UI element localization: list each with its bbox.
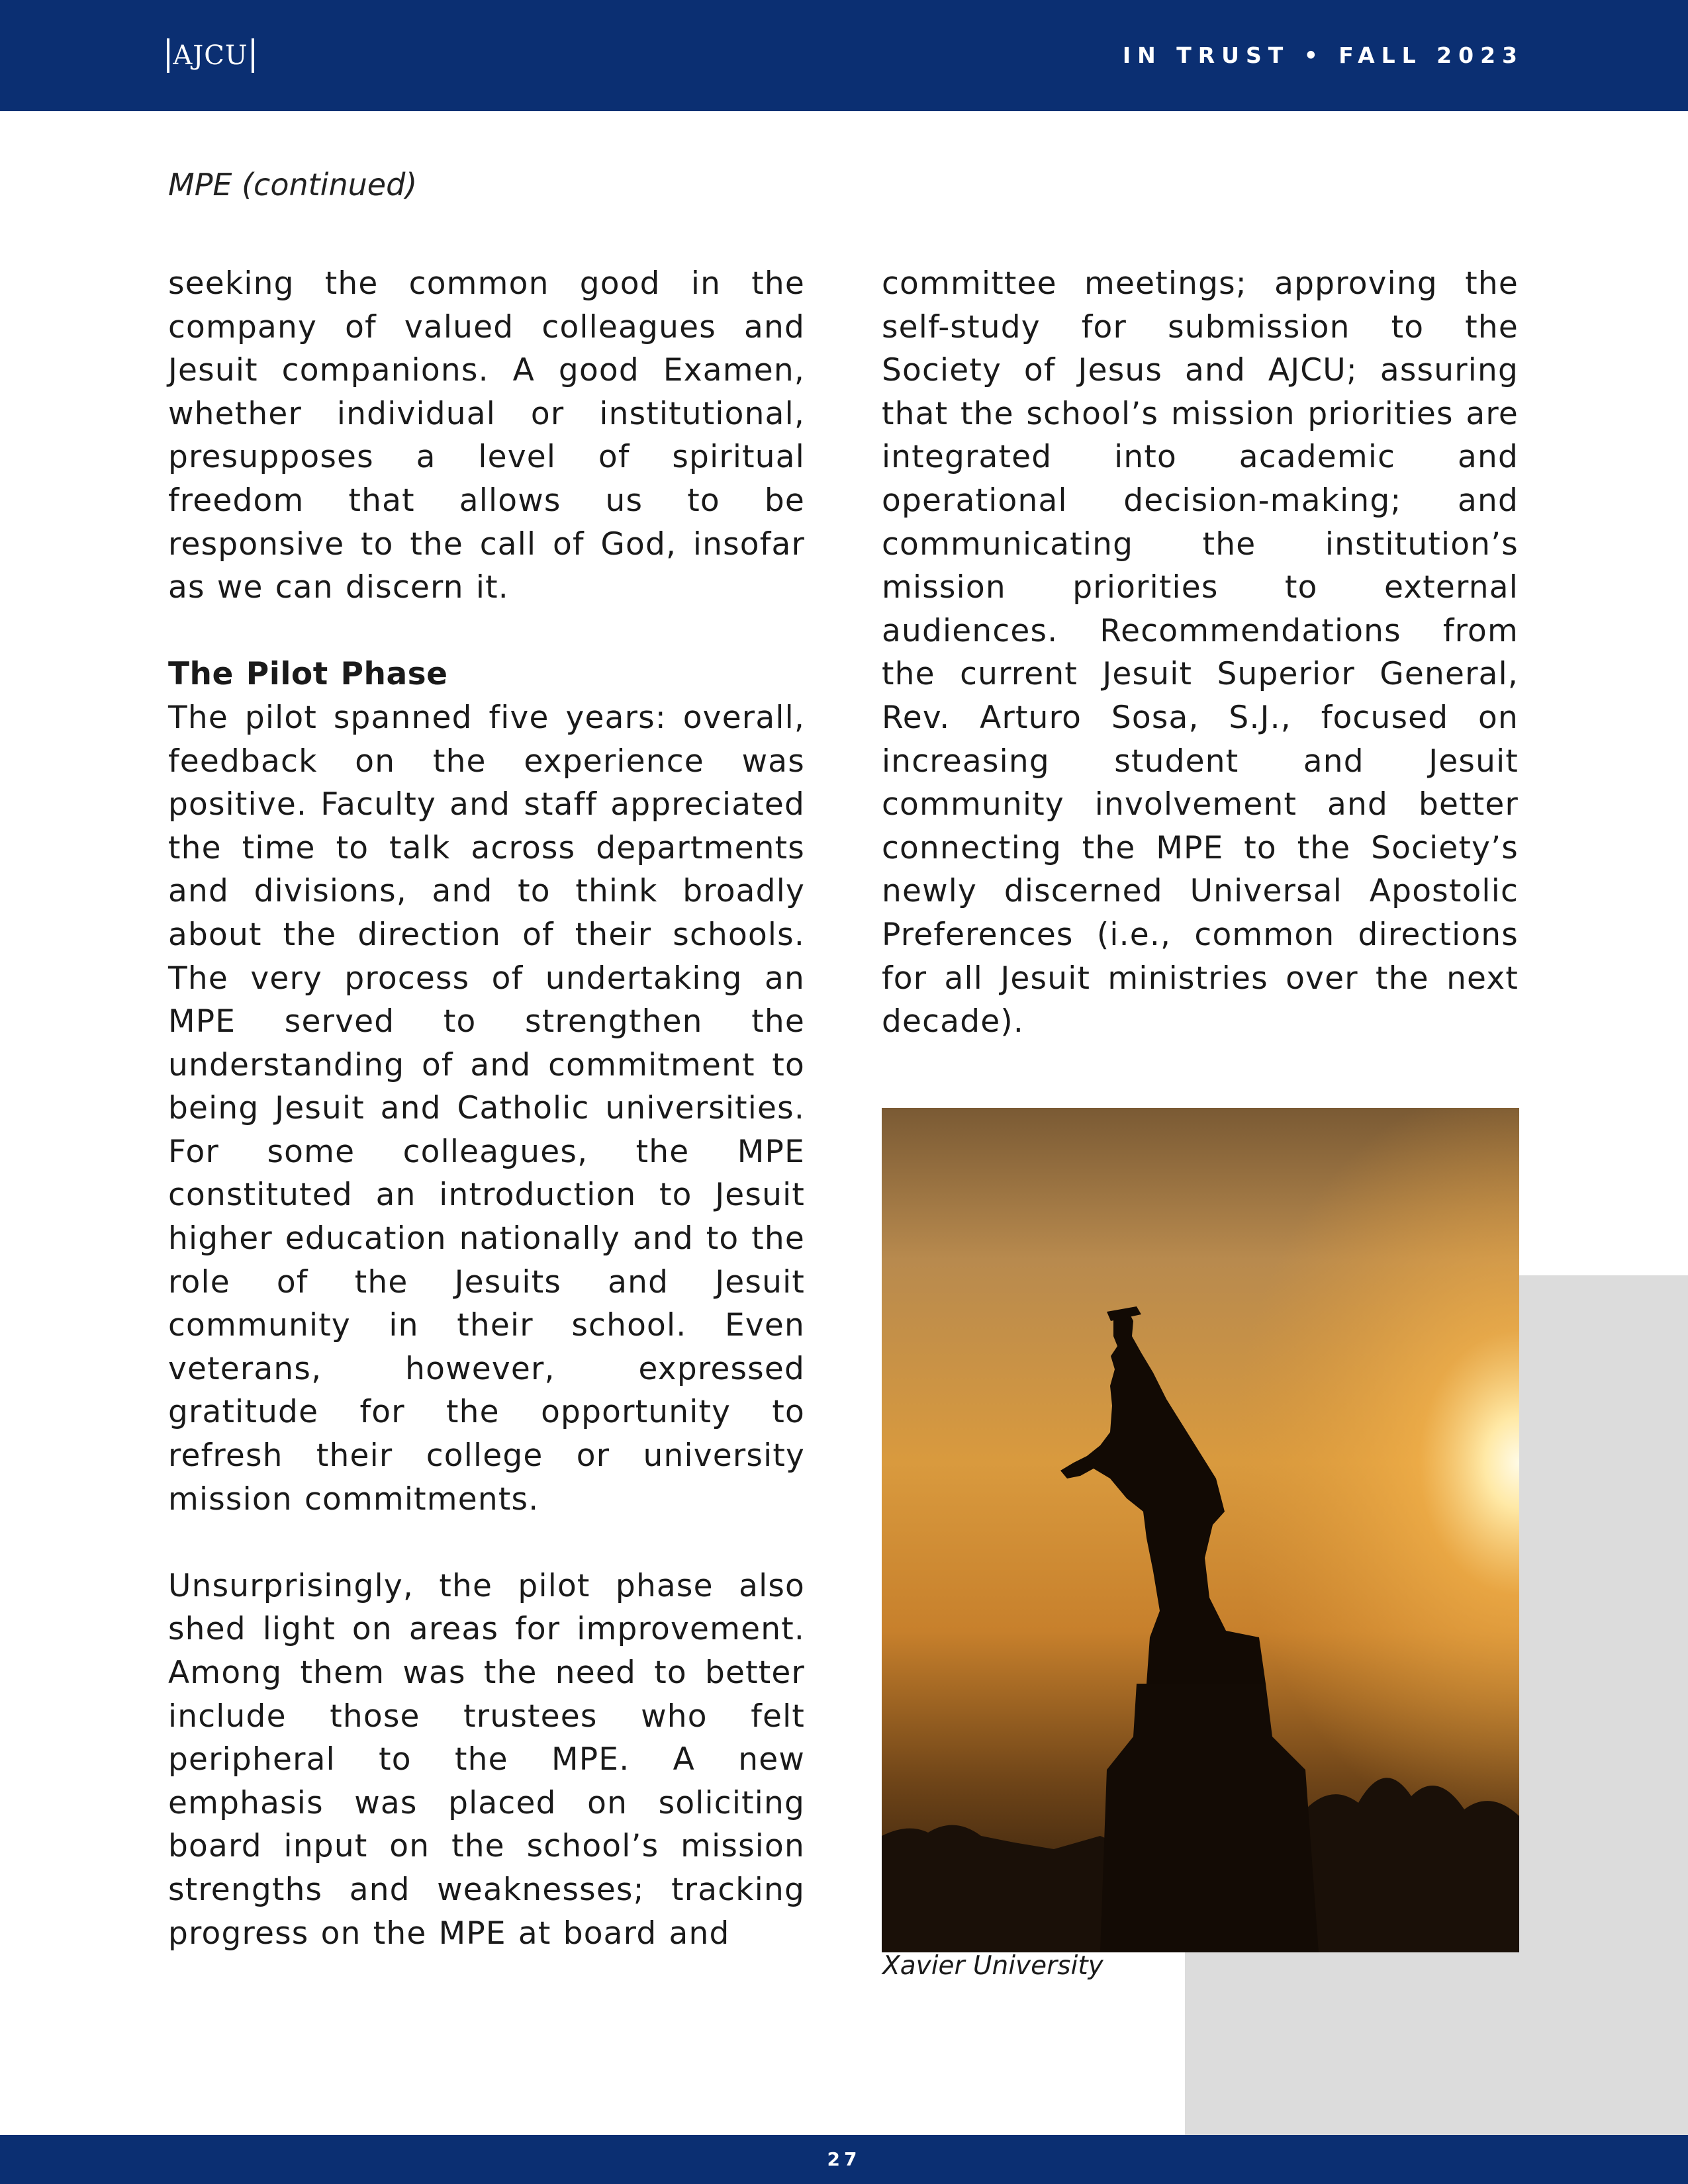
left-paragraph-1: seeking the common good in the company of valued colleagues and Jesuit companions. A good Examen, whether individual or institutional, presupposes a level of spiritual freedom that allows us to be responsive to the call of God, insofar as we can discern it. (168, 265, 805, 606)
photo-caption: Xavier University (882, 1951, 1103, 1981)
left-column (168, 262, 805, 1955)
left-paragraph-2: The pilot spanned five years: overall, feedback on the experience was positive. Faculty and staff appreciated the time to talk across departments and divisions, and to think broadly about the direction of their schools. The very process of undertaking an MPE served to strengthen the understanding of and commitment to being Jesuit and Catholic universities. For some colleagues, the MPE constituted an introduction to Jesuit higher education nationally and to the role of the Jesuits and Jesuit community in their school. Even veterans, however, expressed gratitude for the opportunity to refresh their college or university mission commitments. (168, 699, 805, 1518)
page-header (0, 0, 1688, 111)
continued-label: MPE (continued) (168, 167, 418, 203)
section-heading: The Pilot Phase (168, 656, 448, 693)
ajcu-logo (167, 38, 254, 73)
logo-text: AJCU (173, 40, 248, 71)
page-footer (0, 2135, 1688, 2184)
page-number: 27 (827, 2148, 861, 2170)
publication-masthead: IN TRUST • FALL 2023 (1122, 42, 1524, 68)
statue-sunset-photo (882, 1108, 1519, 1952)
right-paragraph-1: committee meetings; approving the self-study for submission to the Society of Jesus and AJCU; assuring that the school’s mission priorities are integrated into academic and operational decision-making; and communicating the institution’s mission priorities to external audiences. Recommendations from the current Jesuit Superior General, Rev. Arturo Sosa, S.J., focused on increasing student and Jesuit community involvement and better connecting the MPE to the Society’s newly discerned Universal Apostolic Preferences (i.e., common directions for all Jesuit ministries over the next decade). (882, 265, 1519, 1040)
right-column (882, 262, 1519, 1044)
left-paragraph-3: Unsurprisingly, the pilot phase also shed light on areas for improvement. Among them was the need to better include those trustees who felt peripheral to the MPE. A new emphasis was placed on soliciting board input on the school’s mission strengths and weaknesses; tracking progress on the MPE at board and (168, 1567, 805, 1952)
